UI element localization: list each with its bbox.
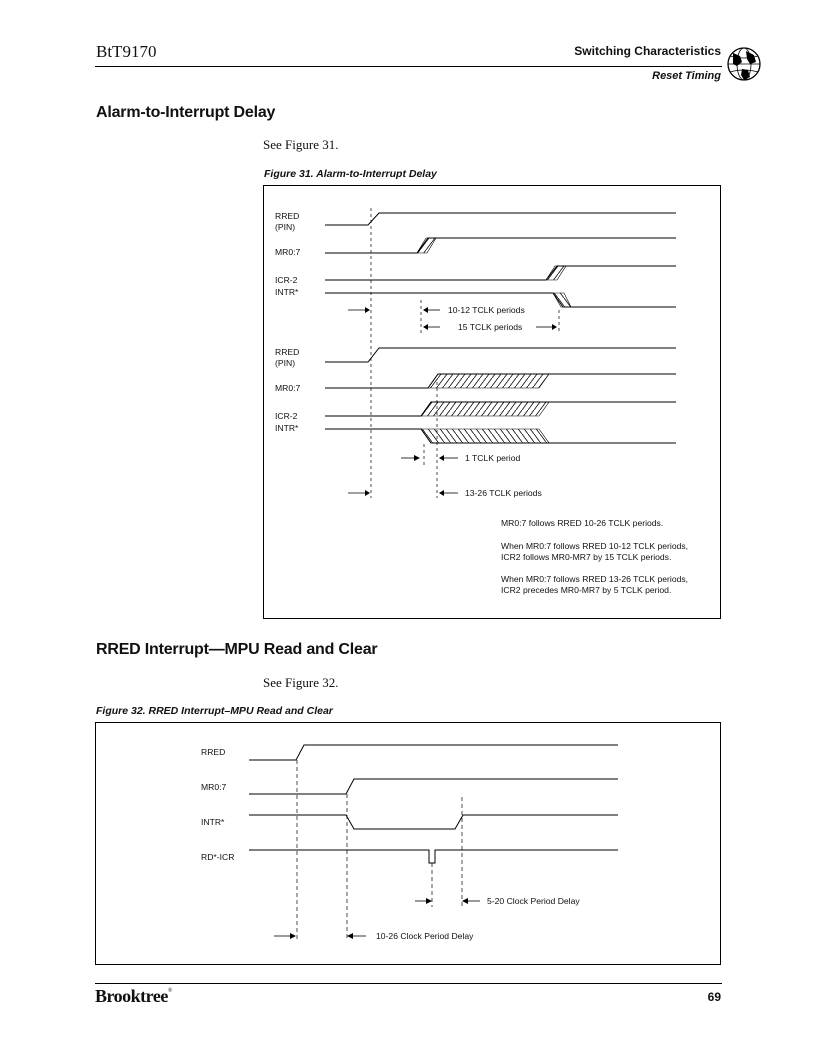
timing-label-1-tclk: 1 TCLK period: [465, 453, 521, 463]
globe-icon: [724, 44, 764, 84]
transition-icr2-b: [421, 402, 549, 416]
waveform-mr07: [249, 779, 618, 794]
figure-32-frame: [95, 722, 721, 965]
section-heading-rred-interrupt: RRED Interrupt—MPU Read and Clear: [96, 641, 378, 658]
waveform-intr: [249, 815, 618, 829]
timing-label-10-12-tclk: 10-12 TCLK periods: [448, 305, 525, 315]
page-number: 69: [707, 990, 721, 1004]
figure-31-frame: [263, 185, 721, 619]
figure-32-caption: Figure 32. RRED Interrupt–MPU Read and Clear: [96, 705, 333, 717]
signal-label-intr-b: INTR*: [275, 423, 299, 433]
signal-label-icr2-b: ICR-2: [275, 411, 298, 421]
signal-label-rred: RRED: [201, 747, 226, 757]
waveform-rred-a: [325, 213, 676, 225]
signal-label-rd-icr: RD*-ICR: [201, 852, 235, 862]
signal-label-intr: INTR*: [201, 817, 225, 827]
see-figure-31-text: See Figure 31.: [263, 137, 339, 152]
waveform-rd-icr: [249, 850, 618, 863]
header-section-title: Switching Characteristics: [574, 44, 721, 58]
waveform-rred: [249, 745, 618, 760]
signal-label-mr07-b: MR0:7: [275, 383, 301, 393]
brooktree-logo: [95, 986, 172, 1007]
see-figure-32-text: See Figure 32.: [263, 675, 339, 690]
footer-rule: [95, 983, 722, 984]
figure-32-timing-diagram: [96, 723, 722, 966]
header-rule: [95, 66, 722, 67]
signal-label-rred-b: RRED: [275, 347, 300, 357]
figure-31-caption: Figure 31. Alarm-to-Interrupt Delay: [264, 168, 437, 180]
note-line-1: MR0:7 follows RRED 10-26 TCLK periods.: [501, 518, 664, 528]
note-line-2: When MR0:7 follows RRED 10-12 TCLK periods,: [501, 541, 689, 551]
note-line-4: When MR0:7 follows RRED 13-26 TCLK periods,: [501, 574, 689, 584]
transition-mr07-b: [428, 374, 549, 388]
timing-label-10-26-clock: 10-26 Clock Period Delay: [376, 931, 474, 941]
timing-label-5-20-clock: 5-20 Clock Period Delay: [487, 896, 580, 906]
note-line-5: ICR2 precedes MR0-MR7 by 5 TCLK period.: [501, 585, 672, 595]
brand-name: Brooktree: [95, 986, 168, 1006]
signal-label-rred-a: RRED: [275, 211, 300, 221]
figure-31-timing-diagram: [264, 186, 722, 620]
transition-mr07-a: [417, 238, 436, 253]
registered-mark: ®: [167, 988, 172, 994]
signal-label-icr2-a: ICR-2: [275, 275, 298, 285]
signal-label-pin-a: (PIN): [275, 222, 296, 232]
signal-label-pin-b: (PIN): [275, 358, 296, 368]
waveform-icr2-a: [325, 266, 676, 280]
transition-icr2-a: [546, 266, 566, 280]
waveform-mr07-a: [325, 238, 676, 253]
timing-label-13-26-tclk: 13-26 TCLK periods: [465, 488, 542, 498]
transition-intr-b: [421, 429, 549, 443]
header-subsection-title: Reset Timing: [652, 70, 721, 82]
document-id: BtT9170: [96, 42, 157, 61]
signal-label-intr-a: INTR*: [275, 287, 299, 297]
waveform-rred-b: [325, 348, 676, 362]
timing-label-15-tclk: 15 TCLK periods: [458, 322, 523, 332]
section-heading-alarm-to-interrupt: Alarm-to-Interrupt Delay: [96, 104, 276, 121]
signal-label-mr07-a: MR0:7: [275, 247, 301, 257]
signal-label-mr07: MR0:7: [201, 782, 227, 792]
transition-intr-a: [553, 293, 571, 307]
note-line-3: ICR2 follows MR0-MR7 by 15 TCLK periods.: [501, 552, 672, 562]
